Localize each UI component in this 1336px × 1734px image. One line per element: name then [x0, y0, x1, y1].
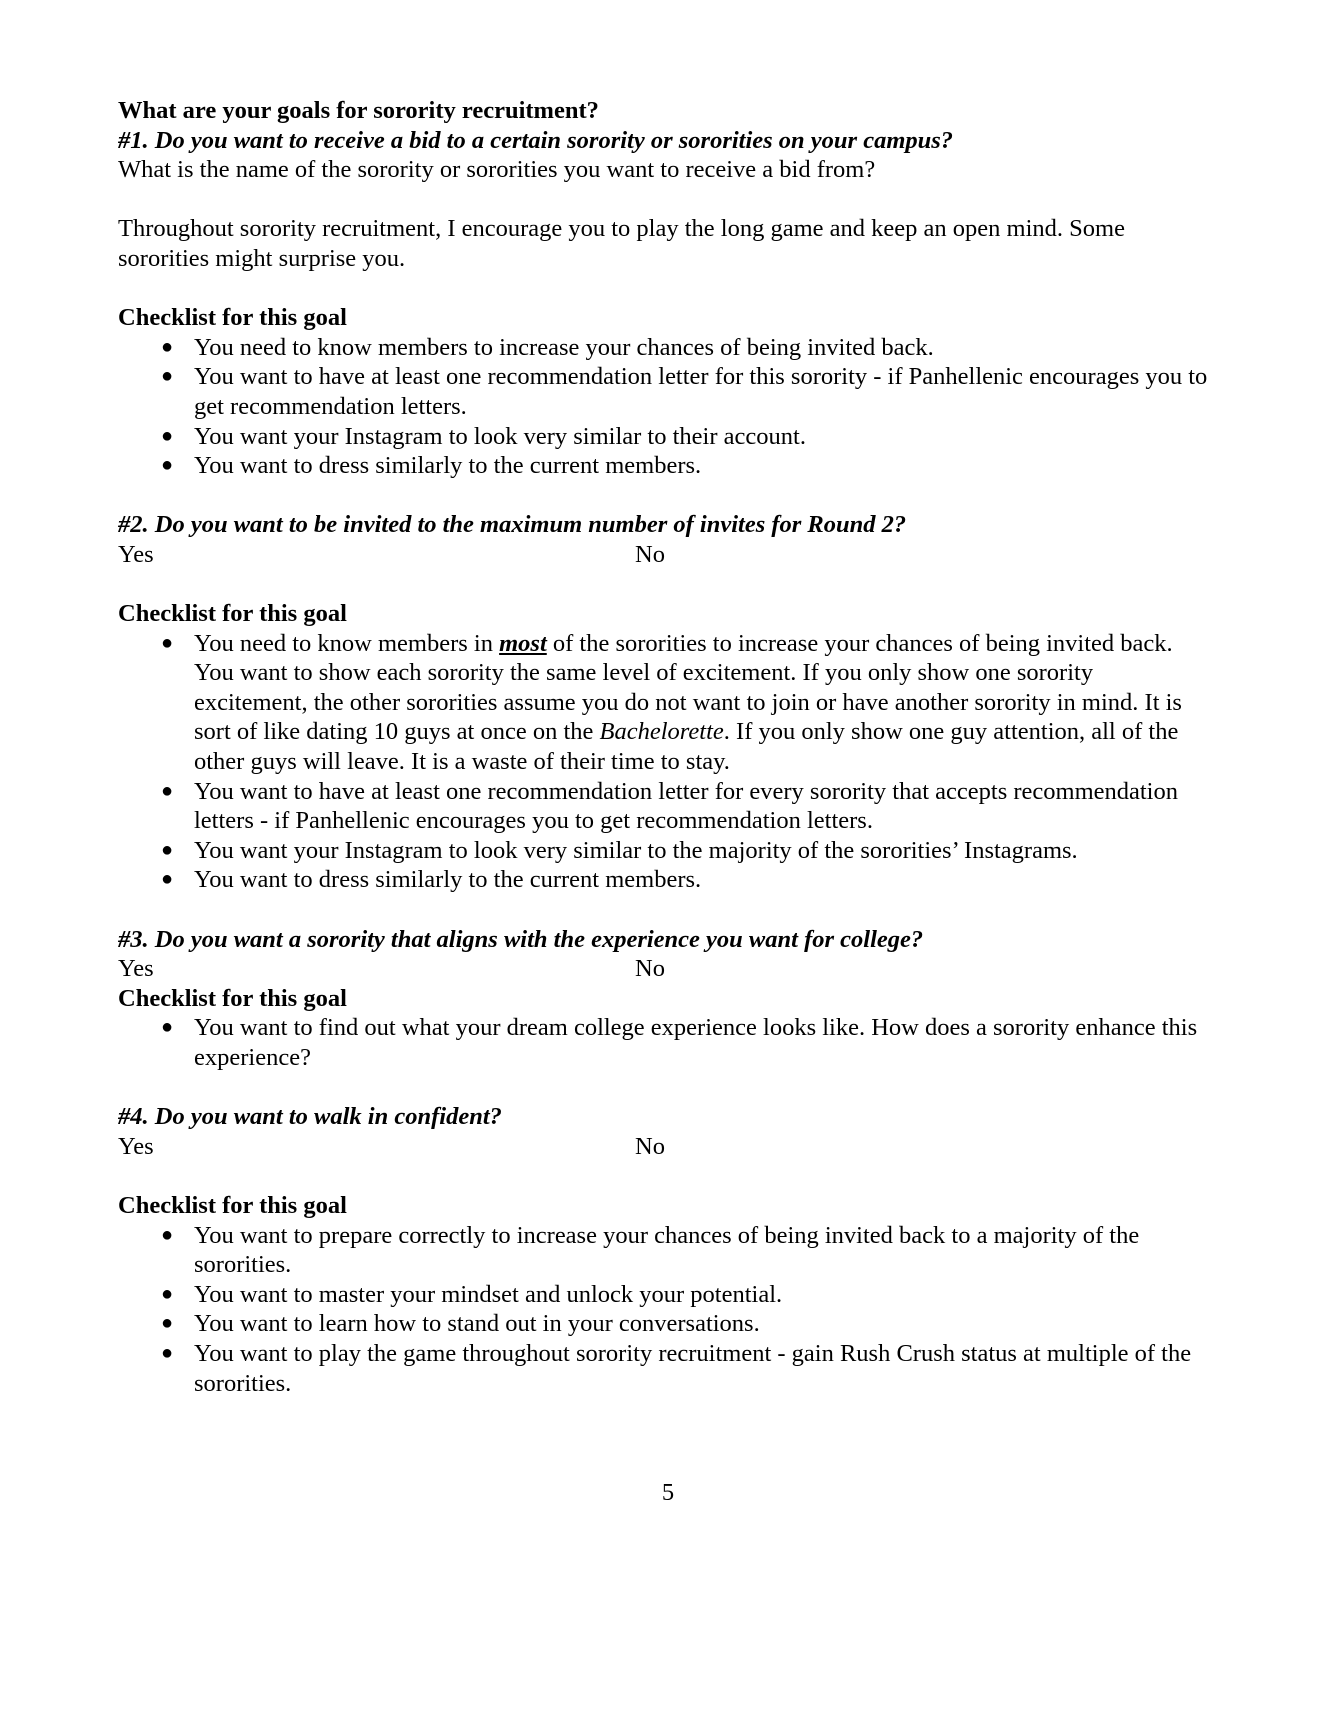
checklist-1 [118, 333, 1211, 481]
list-item-text: You want to learn how to stand out in your conversations. [194, 1310, 760, 1338]
bullet-icon: ● [160, 454, 174, 477]
list-item-text: You want your Instagram to look very similar to the majority of the sororities’ Instagrams. [194, 836, 1078, 864]
bullet-icon: ● [160, 868, 174, 891]
bullet-icon: ● [160, 1312, 174, 1335]
list-item-text: You need to know members to increase your chances of being invited back. [194, 333, 934, 361]
question-1-heading: #1. Do you want to receive a bid to a certain sorority or sororities on your campus? [118, 126, 954, 154]
checklist-heading-4: Checklist for this goal [118, 1191, 347, 1219]
bullet-icon: ● [160, 335, 174, 358]
spacer [118, 481, 1211, 511]
answer-no[interactable]: No [635, 1132, 665, 1160]
spacer [118, 185, 1211, 215]
answer-yes[interactable]: Yes [118, 1132, 154, 1160]
intro-note: Throughout sorority recruitment, I encourage you to play the long game and keep an open mind. Some sororities might surprise you. [118, 215, 1125, 272]
list-item-text: You want to find out what your dream college experience looks like. How does a sorority enhance this experience? [194, 1014, 1198, 1071]
rich-text-run: of the sororities to increase your chances of being invited back. You want to show each sorority the same level of excitement. If you only show one sorority excitement, the other sororities assume you do not want to join or have another sorority in mind. It is sort of like dating 10 guys at once on the [194, 629, 1182, 746]
rich-text-run: You need to know members in [194, 629, 500, 657]
rich-text-run: . If you only show one guy attention, all of the other guys will leave. It is a waste of their time to stay. [194, 718, 1179, 776]
checklist-heading-2: Checklist for this goal [118, 600, 347, 628]
bullet-icon: ● [160, 1016, 174, 1039]
list-item [118, 1339, 1211, 1398]
checklist-4 [118, 1221, 1211, 1399]
list-item [118, 865, 1211, 895]
list-item-text: You want to prepare correctly to increase your chances of being invited back to a majority of the sororities. [194, 1221, 1140, 1279]
list-item-text: You want to dress similarly to the current members. [194, 452, 702, 480]
list-item-text: You want your Instagram to look very similar to their account. [194, 422, 806, 450]
list-item [118, 333, 1211, 363]
spacer [118, 274, 1211, 304]
question-3-answers [118, 954, 1211, 984]
list-item-text: You want to master your mindset and unlock your potential. [194, 1280, 783, 1308]
list-item [118, 836, 1211, 866]
checklist-3 [118, 1013, 1211, 1072]
list-item [118, 1309, 1211, 1339]
bullet-icon: ● [160, 1282, 174, 1305]
answer-yes[interactable]: Yes [118, 955, 154, 983]
list-item [118, 1221, 1211, 1280]
question-3-heading: #3. Do you want a sorority that aligns with the experience you want for college? [118, 925, 924, 953]
bullet-icon: ● [160, 838, 174, 861]
bullet-icon: ● [160, 365, 174, 388]
question-4-answers [118, 1132, 1211, 1162]
question-2-heading: #2. Do you want to be invited to the maximum number of invites for Round 2? [118, 511, 907, 539]
list-item [118, 362, 1211, 421]
list-item [118, 629, 1211, 777]
list-item [118, 422, 1211, 452]
bullet-icon: ● [160, 1223, 174, 1246]
checklist-heading-1: Checklist for this goal [118, 304, 347, 332]
answer-no[interactable]: No [635, 540, 665, 568]
bullet-icon: ● [160, 631, 174, 654]
bullet-icon: ● [160, 779, 174, 802]
list-item-text: You want to play the game throughout sorority recruitment - gain Rush Crush status at multiple of the sororities. [194, 1339, 1192, 1397]
page-title: What are your goals for sorority recruitment? [118, 97, 599, 124]
list-item [118, 1013, 1211, 1072]
question-4-heading: #4. Do you want to walk in confident? [118, 1103, 502, 1131]
rich-text-run: Bachelorette [599, 718, 724, 746]
rich-text-run: most [499, 629, 547, 657]
spacer [118, 895, 1211, 925]
page-number: 5 [661, 1479, 675, 1506]
question-2-answers [118, 540, 1211, 570]
list-item [118, 777, 1211, 836]
spacer [118, 570, 1211, 600]
list-item-text: You want to dress similarly to the current members. [194, 866, 702, 894]
list-item-text [194, 629, 1211, 777]
checklist-heading-3: Checklist for this goal [118, 984, 347, 1012]
bullet-icon: ● [160, 1341, 174, 1364]
spacer [118, 1073, 1211, 1103]
list-item-text: You want to have at least one recommendation letter for every sorority that accepts recommendation letters - if Panhellenic encourages you to get recommendation letters. [194, 777, 1178, 835]
answer-no[interactable]: No [635, 955, 665, 983]
bullet-icon: ● [160, 424, 174, 447]
list-item [118, 1280, 1211, 1310]
spacer [118, 1161, 1211, 1191]
checklist-2 [118, 629, 1211, 895]
document-body [118, 96, 1211, 1398]
question-1-subtext: What is the name of the sorority or sororities you want to receive a bid from? [118, 156, 876, 184]
answer-yes[interactable]: Yes [118, 540, 154, 568]
list-item [118, 451, 1211, 481]
list-item-text: You want to have at least one recommendation letter for this sorority - if Panhellenic encourages you to get recommendation letters. [194, 363, 1208, 420]
